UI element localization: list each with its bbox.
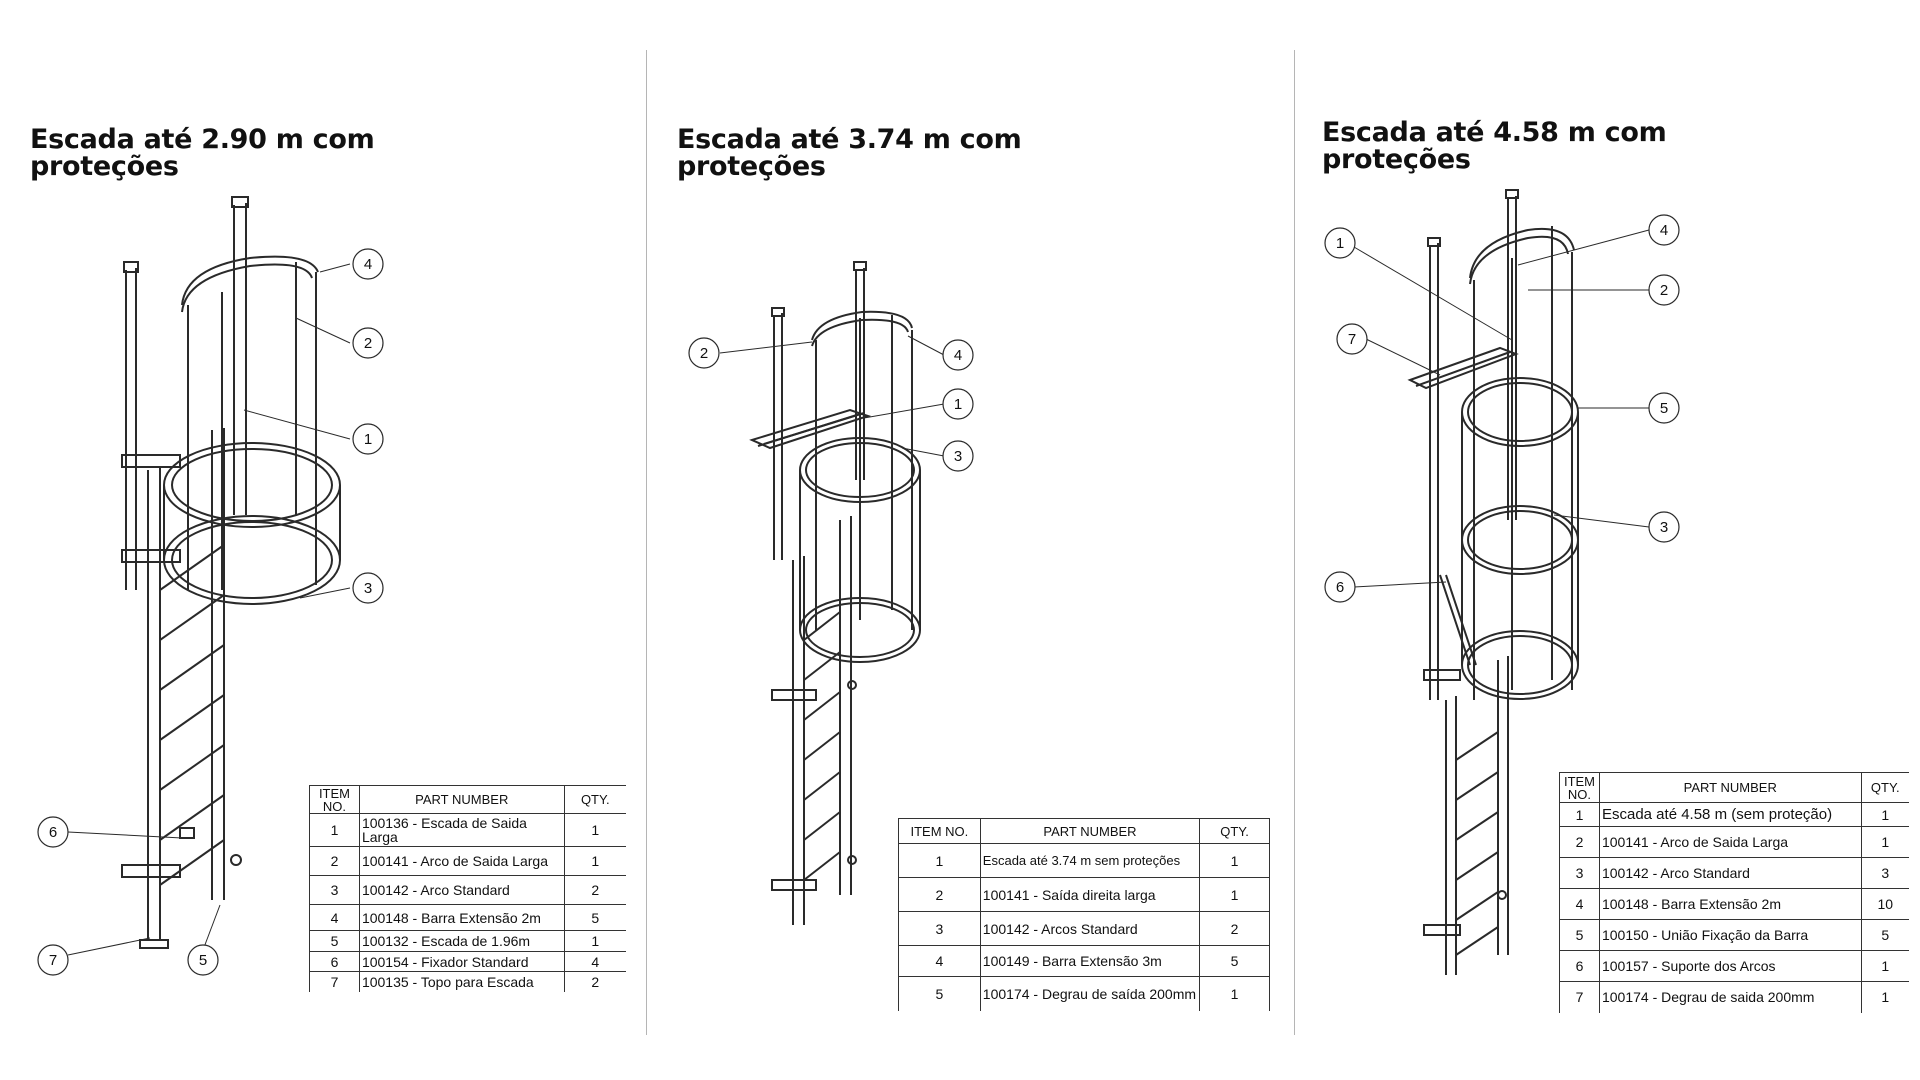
panel-divider-1 (646, 50, 647, 1035)
panel-1-title-line-2: proteções (30, 151, 179, 182)
cell-item: 2 (1560, 827, 1600, 858)
svg-text:4: 4 (363, 256, 373, 273)
ladder-assembly (122, 197, 340, 948)
cell-part: 100136 - Escada de Saida Larga (359, 814, 564, 847)
cell-item: 1 (310, 814, 360, 847)
cell-item: 2 (310, 847, 360, 876)
cell-part: 100141 - Arco de Saida Larga (1599, 827, 1861, 858)
header-part-number: PART NUMBER (359, 786, 564, 814)
header-qty: QTY. (564, 786, 626, 814)
cell-item: 4 (1560, 889, 1600, 920)
cell-qty: 1 (1861, 982, 1909, 1013)
callout-2 (1649, 275, 1679, 305)
panel-3-title-line-1: Escada até 4.58 m com (1322, 117, 1667, 148)
cell-item: 2 (899, 878, 981, 912)
table-row (310, 931, 627, 952)
cell-qty: 1 (1200, 977, 1270, 1011)
callout-1 (353, 424, 383, 454)
callout-2 (353, 328, 383, 358)
svg-text:4: 4 (1659, 222, 1669, 239)
cell-qty: 5 (1200, 946, 1270, 977)
cell-qty: 1 (564, 847, 626, 876)
svg-text:3: 3 (363, 580, 373, 597)
cell-qty: 2 (564, 972, 626, 992)
callout-5 (188, 945, 218, 975)
cell-item: 5 (310, 931, 360, 952)
panel-2-callouts (689, 338, 973, 471)
cell-part: 100141 - Saída direita larga (980, 878, 1199, 912)
cell-qty: 2 (564, 876, 626, 905)
panel-2-title (677, 126, 1021, 180)
svg-text:1: 1 (1335, 235, 1345, 252)
cell-item: 7 (310, 972, 360, 992)
cell-part: 100148 - Barra Extensão 2m (359, 905, 564, 931)
cell-qty: 1 (564, 931, 626, 952)
cell-part: 100174 - Degrau de saída 200mm (980, 977, 1199, 1011)
callout-7 (38, 945, 68, 975)
callout-3 (943, 441, 973, 471)
cell-item: 5 (1560, 920, 1600, 951)
callout-3 (1649, 512, 1679, 542)
cell-item: 1 (899, 844, 981, 878)
cell-item: 5 (899, 977, 981, 1011)
cell-qty: 10 (1861, 889, 1909, 920)
panel-2-title-line-2: proteções (677, 151, 826, 182)
panel-3-title (1322, 119, 1666, 173)
header-item-no: ITEM NO. (899, 819, 981, 844)
cell-item: 3 (1560, 858, 1600, 889)
table-row (310, 847, 627, 876)
table-row (899, 946, 1270, 977)
callout-3 (353, 573, 383, 603)
panel-2-title-line-1: Escada até 3.74 m com (677, 124, 1022, 155)
cell-part: 100135 - Topo para Escada (359, 972, 564, 992)
svg-text:6: 6 (1335, 579, 1345, 596)
callout-1 (1325, 228, 1355, 258)
cell-part: 100142 - Arco Standard (359, 876, 564, 905)
svg-text:3: 3 (1659, 519, 1669, 536)
callout-6 (1325, 572, 1355, 602)
table-row (310, 952, 627, 972)
cell-qty: 1 (1861, 803, 1909, 827)
cell-part: 100142 - Arcos Standard (980, 912, 1199, 946)
callout-7 (1337, 324, 1367, 354)
table-row (1560, 889, 1910, 920)
header-item-no: ITEM NO. (1560, 773, 1600, 803)
table-row (899, 977, 1270, 1011)
callout-4 (1649, 215, 1679, 245)
callout-2 (689, 338, 719, 368)
svg-text:2: 2 (363, 335, 373, 352)
panel-3-title-line-2: proteções (1322, 144, 1471, 175)
svg-text:4: 4 (953, 347, 963, 364)
cell-part: 100157 - Suporte dos Arcos (1599, 951, 1861, 982)
cell-qty: 1 (564, 814, 626, 847)
table-row (899, 912, 1270, 946)
panel-1-title (30, 126, 374, 180)
cell-item: 1 (1560, 803, 1600, 827)
cell-qty: 1 (1200, 878, 1270, 912)
table-row (310, 876, 627, 905)
header-part-number: PART NUMBER (1599, 773, 1861, 803)
panel-2-parts-table (898, 818, 1270, 1011)
table-row (1560, 827, 1910, 858)
table-row (1560, 982, 1910, 1013)
ladder-assembly (752, 262, 920, 925)
svg-text:5: 5 (1659, 400, 1669, 417)
table-row (310, 814, 627, 847)
cell-part: 100132 - Escada de 1.96m (359, 931, 564, 952)
svg-text:3: 3 (953, 448, 963, 465)
header-part-number: PART NUMBER (980, 819, 1199, 844)
panel-divider-2 (1294, 50, 1295, 1035)
cell-qty: 4 (564, 952, 626, 972)
cell-part: 100142 - Arco Standard (1599, 858, 1861, 889)
cell-item: 7 (1560, 982, 1600, 1013)
cell-part: 100149 - Barra Extensão 3m (980, 946, 1199, 977)
table-row (1560, 951, 1910, 982)
svg-text:2: 2 (1659, 282, 1669, 299)
callout-6 (38, 817, 68, 847)
svg-text:5: 5 (198, 952, 208, 969)
cell-item: 4 (899, 946, 981, 977)
panel-3-callout-leaders (1354, 230, 1649, 587)
svg-text:1: 1 (363, 431, 373, 448)
cell-item: 3 (310, 876, 360, 905)
cell-part: Escada até 3.74 m sem proteções (980, 844, 1199, 878)
panel-2-callout-leaders (720, 336, 944, 456)
header-qty: QTY. (1861, 773, 1909, 803)
table-row (1560, 920, 1910, 951)
cell-part: 100148 - Barra Extensão 2m (1599, 889, 1861, 920)
callout-4 (353, 249, 383, 279)
table-row (899, 844, 1270, 878)
cell-qty: 5 (1861, 920, 1909, 951)
cell-item: 3 (899, 912, 981, 946)
cell-part: 100154 - Fixador Standard (359, 952, 564, 972)
cell-qty: 5 (564, 905, 626, 931)
panel-1-title-line-1: Escada até 2.90 m com (30, 124, 375, 155)
cell-qty: 3 (1861, 858, 1909, 889)
cell-item: 6 (310, 952, 360, 972)
table-row (310, 905, 627, 931)
cell-qty: 1 (1861, 951, 1909, 982)
table-row (1560, 858, 1910, 889)
cell-part: Escada até 4.58 m (sem proteção) (1599, 803, 1861, 827)
table-row (1560, 803, 1910, 827)
panel-1-parts-table (309, 785, 626, 992)
callout-4 (943, 340, 973, 370)
cell-item: 6 (1560, 951, 1600, 982)
header-qty: QTY. (1200, 819, 1270, 844)
svg-text:7: 7 (48, 952, 58, 969)
table-row (899, 878, 1270, 912)
svg-text:7: 7 (1347, 331, 1357, 348)
table-row (310, 972, 627, 992)
callout-1 (943, 389, 973, 419)
panel-3-parts-table (1559, 772, 1909, 1013)
cell-qty: 1 (1200, 844, 1270, 878)
cell-part: 100141 - Arco de Saida Larga (359, 847, 564, 876)
cell-part: 100150 - União Fixação da Barra (1599, 920, 1861, 951)
cell-qty: 1 (1861, 827, 1909, 858)
svg-text:1: 1 (953, 396, 963, 413)
svg-text:6: 6 (48, 824, 58, 841)
cell-qty: 2 (1200, 912, 1270, 946)
callout-5 (1649, 393, 1679, 423)
header-item-no: ITEM NO. (310, 786, 360, 814)
cell-part: 100174 - Degrau de saida 200mm (1599, 982, 1861, 1013)
cell-item: 4 (310, 905, 360, 931)
svg-text:2: 2 (699, 345, 709, 362)
